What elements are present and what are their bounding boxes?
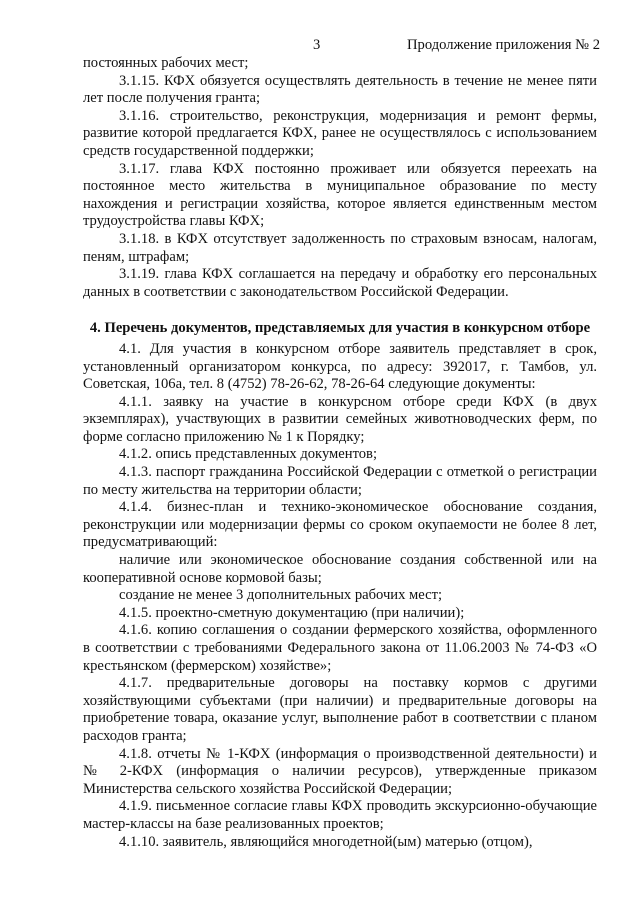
paragraph-3-1-17: 3.1.17. глава КФХ постоянно проживает или обязуется переехать на постоянное место жительства в муниципальное образование по месту нахождения и регистрации хозяйства, которое является единственным местом трудоустройства главы КФХ; [83,160,597,230]
page-number: 3 [313,37,321,53]
paragraph-3-1-15: 3.1.15. КФХ обязуется осуществлять деятельность в течение не менее пяти лет после получения гранта; [83,72,597,107]
paragraph-4-1-6: 4.1.6. копию соглашения о создании фермерского хозяйства, оформленного в соответствии с требованиями Федерального закона от 11.06.2003 № 74-ФЗ «О крестьянском (фермерском) хозяйстве»; [83,622,597,674]
paragraph-3-1-18: 3.1.18. в КФХ отсутствует задолженность по страховым взносам, налогам, пеням, штрафам; [83,230,597,265]
document-body [83,55,597,851]
section-4-heading: 4. Перечень документов, представляемых для участия в конкурсном отборе [89,320,591,337]
paragraph-4-1-4-item-feed-base: наличие или экономическое обоснование создания собственной или на кооперативной основе кормовой базы; [83,552,597,586]
paragraph-4-1-5: 4.1.5. проектно-сметную документацию (при наличии); [119,604,465,621]
paragraph-4-1-10: 4.1.10. заявитель, являющийся многодетной(ым) матерью (отцом), [119,833,533,850]
paragraph-4-1-8: 4.1.8. отчеты № 1-КФХ (информация о производственной деятельности) и № 2-КФХ (информация о наличии ресурсов), утвержденные приказом Министерства сельского хозяйства Российской Федерации; [83,745,597,797]
paragraph-4-1-9: 4.1.9. письменное согласие главы КФХ проводить экскурсионно-обучающие мастер-классы на базе реализованных проектов; [83,798,597,832]
paragraph-3-1-14-continuation: постоянных рабочих мест; [83,55,249,71]
paragraph-4-1-1: 4.1.1. заявку на участие в конкурсном отборе среди КФХ (в двух экземплярах), участвующих в развитии семейных животноводческих ферм, по форме согласно приложению № 1 к Порядку; [83,393,597,445]
paragraph-4-1-4: 4.1.4. бизнес-план и технико-экономическое обоснование создания, реконструкции или модернизации фермы со сроком окупаемости не более 8 лет, предусматривающий: [83,499,597,551]
paragraph-4-1-2: 4.1.2. опись представленных документов; [119,446,377,463]
appendix-continuation-note: Продолжение приложения № 2 [407,37,600,53]
paragraph-3-1-16: 3.1.16. строительство, реконструкция, модернизация и ремонт фермы, развитие которой предлагается КФХ, ранее не осуществлялось с использованием средств государственной поддержки; [83,107,597,159]
paragraph-4-1: 4.1. Для участия в конкурсном отборе заявитель представляет в срок, установленный организатором конкурса, по адресу: 392017, г. Тамбов, ул. Советская, 106а, тел. 8 (4752) 78-26-62, 78-26-64 следующие документы: [83,340,597,393]
paragraph-3-1-19: 3.1.19. глава КФХ соглашается на передачу и обработку его персональных данных в соответствии с законодательством Российской Федерации. [83,266,597,300]
paragraph-4-1-4-item-jobs: создание не менее 3 дополнительных рабочих мест; [119,587,443,604]
paragraph-4-1-3: 4.1.3. паспорт гражданина Российской Федерации с отметкой о регистрации по месту жительства на территории области; [83,464,597,498]
paragraph-4-1-7: 4.1.7. предварительные договоры на поставку кормов с другими хозяйствующими субъектами (при наличии) и предварительные договоры на приобретение товара, оказание услуг, выполнение работ в соответствии с планом расходов гранта; [83,675,597,744]
